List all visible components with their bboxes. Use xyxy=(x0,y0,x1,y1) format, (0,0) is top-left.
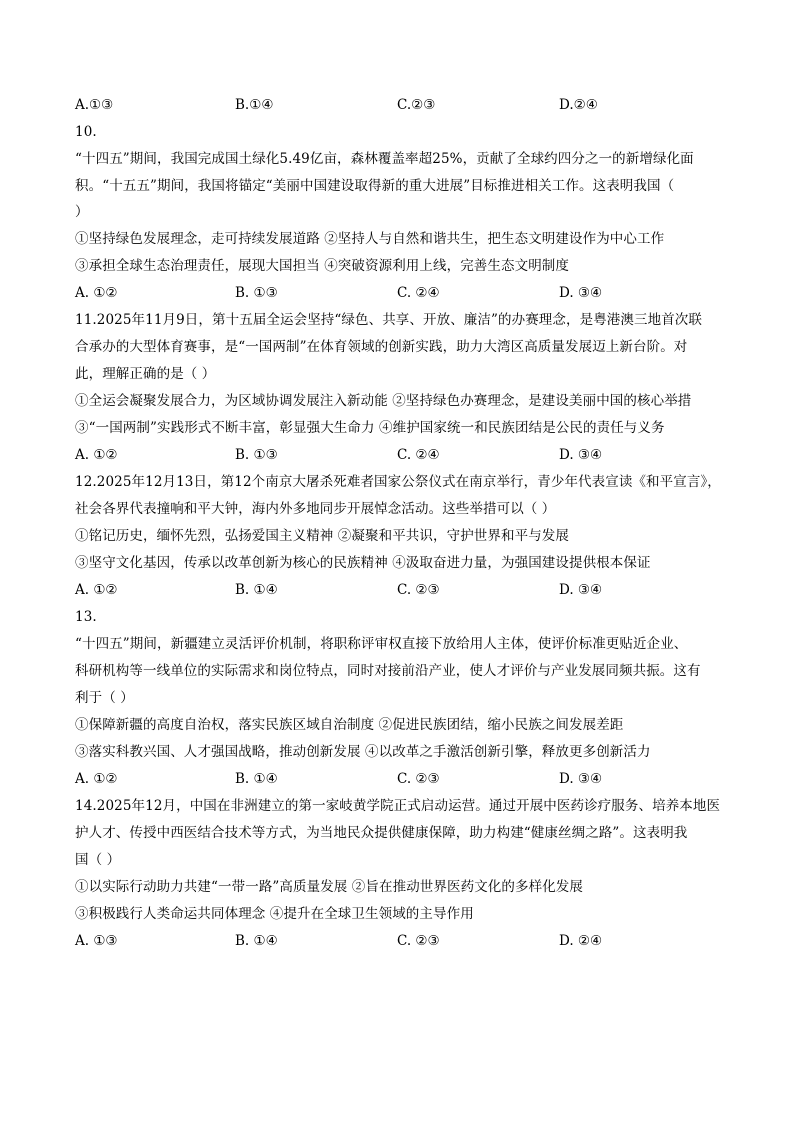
q9-option-b[interactable]: B.①④ xyxy=(235,97,274,113)
q14-option-a[interactable]: A. ①③ xyxy=(75,933,118,949)
q13-number: 13. xyxy=(75,609,97,625)
q10-option-d[interactable]: D. ③④ xyxy=(559,285,603,301)
q14-option-d[interactable]: D. ②④ xyxy=(559,933,603,949)
q13-stem-line3: 利于（ ） xyxy=(75,690,134,706)
q11-option-c[interactable]: C. ②④ xyxy=(397,447,440,463)
q11-option-d[interactable]: D. ③④ xyxy=(559,447,603,463)
q14-stem-line2: 护人才、传授中西医结合技术等方式，为当地民众提供健康保障，助力构建“健康丝绸之路”。这表明我 xyxy=(75,825,688,841)
q9-options xyxy=(75,95,735,115)
q13-choice-line2: ③落实科教兴国、人才强国战略，推动创新发展 ④以改革之手激活创新引擎，释放更多创新活力 xyxy=(75,744,651,760)
q14-stem-line1: 14.2025年12月，中国在非洲建立的第一家岐黄学院正式启动运营。通过开展中医药诊疗服务、培养本地医 xyxy=(75,798,721,814)
q14-option-c[interactable]: C. ②③ xyxy=(397,933,440,949)
q10-number: 10. xyxy=(75,124,97,140)
q10-stem-line2: 积。“十五五”期间，我国将锚定“美丽中国建设取得新的重大进展”目标推进相关工作。这表明我国（ xyxy=(75,178,675,194)
q12-option-c[interactable]: C. ②③ xyxy=(397,582,440,598)
q13-option-a[interactable]: A. ①② xyxy=(75,771,118,787)
q11-stem-line3: 此，理解正确的是（ ） xyxy=(75,366,216,382)
q14-choice-line2: ③积极践行人类命运共同体理念 ④提升在全球卫生领域的主导作用 xyxy=(75,906,474,922)
q10-stem-line3: ） xyxy=(75,204,89,220)
q10-choice-line2: ③承担全球生态治理责任，展现大国担当 ④突破资源利用上线，完善生态文明制度 xyxy=(75,258,569,274)
q10-options xyxy=(75,283,735,303)
q11-option-a[interactable]: A. ①② xyxy=(75,447,118,463)
q12-choice-line2: ③坚守文化基因，传承以改革创新为核心的民族精神 ④汲取奋进力量，为强国建设提供根本保证 xyxy=(75,555,651,571)
q12-options xyxy=(75,580,735,600)
q12-stem-line2: 社会各界代表撞响和平大钟，海内外多地同步开展悼念活动。这些举措可以（ ） xyxy=(75,501,556,517)
q9-option-a[interactable]: A.①③ xyxy=(75,97,114,113)
q14-choice-line1: ①以实际行动助力共建“一带一路”高质量发展 ②旨在推动世界医药文化的多样化发展 xyxy=(75,879,583,895)
q13-stem-line1: “十四五”期间，新疆建立灵活评价机制，将职称评审权直接下放给用人主体，使评价标准更贴近企业、 xyxy=(75,636,688,652)
q10-option-a[interactable]: A. ①② xyxy=(75,285,118,301)
q10-choice-line1: ①坚持绿色发展理念，走可持续发展道路 ②坚持人与自然和谐共生，把生态文明建设作为中心工作 xyxy=(75,231,665,247)
q11-choice-line1: ①全运会凝聚发展合力，为区域协调发展注入新动能 ②坚持绿色办赛理念，是建设美丽中国的核心举措 xyxy=(75,393,692,409)
q9-option-d[interactable]: D.②④ xyxy=(559,97,598,113)
q12-option-b[interactable]: B. ①④ xyxy=(235,582,278,598)
q13-option-d[interactable]: D. ③④ xyxy=(559,771,603,787)
q12-option-d[interactable]: D. ③④ xyxy=(559,582,603,598)
q14-stem-line3: 国（ ） xyxy=(75,852,121,868)
q13-option-c[interactable]: C. ②③ xyxy=(397,771,440,787)
q10-option-c[interactable]: C. ②④ xyxy=(397,285,440,301)
q9-option-c[interactable]: C.②③ xyxy=(397,97,436,113)
q13-choice-line1: ①保障新疆的高度自治权，落实民族区域自治制度 ②促进民族团结，缩小民族之间发展差距 xyxy=(75,717,624,733)
q12-option-a[interactable]: A. ①② xyxy=(75,582,118,598)
q13-option-b[interactable]: B. ①④ xyxy=(235,771,278,787)
q12-choice-line1: ①铭记历史，缅怀先烈，弘扬爱国主义精神 ②凝聚和平共识，守护世界和平与发展 xyxy=(75,528,569,544)
q13-options xyxy=(75,769,735,789)
q13-stem-line2: 科研机构等一线单位的实际需求和岗位特点，同时对接前沿产业，使人才评价与产业发展同频共振。这有 xyxy=(75,663,701,679)
q11-choice-line2: ③“一国两制”实践形式不断丰富，彰显强大生命力 ④维护国家统一和民族团结是公民的责任与义务 xyxy=(75,420,665,436)
q10-stem-line1: “十四五”期间，我国完成国土绿化5.49亿亩，森林覆盖率超25%，贡献了全球约四分之一的新增绿化面 xyxy=(75,151,694,167)
q11-options xyxy=(75,445,735,465)
q11-stem-line2: 合承办的大型体育赛事，是“一国两制”在体育领域的创新实践，助力大湾区高质量发展迈上新台阶。对 xyxy=(75,339,688,355)
q11-option-b[interactable]: B. ①③ xyxy=(235,447,278,463)
q10-option-b[interactable]: B. ①③ xyxy=(235,285,278,301)
q14-option-b[interactable]: B. ①④ xyxy=(235,933,278,949)
q14-options xyxy=(75,931,735,951)
q12-stem-line1: 12.2025年12月13日，第12个南京大屠杀死难者国家公祭仪式在南京举行，青少年代表宣读《和平宣言》， xyxy=(75,474,721,490)
q11-stem-line1: 11.2025年11月9日，第十五届全运会坚持“绿色、共享、开放、廉洁”的办赛理念，是粤港澳三地首次联 xyxy=(75,312,702,328)
